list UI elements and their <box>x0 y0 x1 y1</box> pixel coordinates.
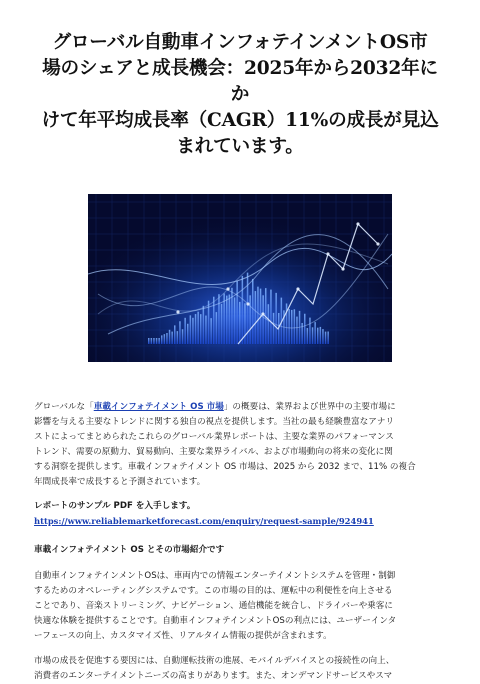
title-line-3: けて年平均成長率（CAGR）11%の成長が見込 <box>41 110 439 131</box>
intro-line: 年間成長率で成長すると予測されています。 <box>34 477 206 487</box>
intro-first-line <box>34 400 446 415</box>
section-heading: 車載インフォテイメント OS とその市場紹介です <box>34 545 225 555</box>
sample-request-url[interactable]: https://www.reliablemarketforecast.com/enquiry/request-sample/924941 <box>34 516 374 526</box>
hero-market-chart-image <box>88 194 392 362</box>
description-line: するためのオペレーティングシステムです。この市場の目的は、運転中の利便性を向上させる <box>34 586 393 596</box>
intro-prefix: グローバルな「 <box>34 402 94 412</box>
description-line: ーフェースの向上、カスタマイズ性、リアルタイム情報の提供が含まれます。 <box>34 631 332 641</box>
description-line: 自動車インフォテインメントOSは、車両内での情報エンターテイメントシステムを管理・制御 <box>34 571 396 581</box>
intro-suffix: 」の概要は、業界および世界中の主要市場に <box>223 402 396 412</box>
page-title <box>34 0 446 160</box>
growth-drivers-paragraph <box>34 654 446 684</box>
title-line-2: 場のシェアと成長機会：2025年から2032年にか <box>42 58 438 105</box>
description-line: 快適な体験を提供することです。自動車インフォテインメントOSの利点には、ユーザーインタ <box>34 616 397 626</box>
growth-line: 市場の成長を促進する要因には、自動運転技術の進展、モバイルデバイスとの接続性の向上、 <box>34 656 395 666</box>
title-line-4: まれています。 <box>176 136 304 157</box>
intro-line: トレンド、需要の原動力、貿易動向、主要な業界ライバル、および市場動向の将来の変化に関 <box>34 447 393 457</box>
growth-line: 消費者のエンターテイメントニーズの高まりがあります。また、オンデマンドサービスやスマ <box>34 671 393 681</box>
intro-line: 影響を与える主要なトレンドに関する独自の視点を提供します。当社の最も経験豊富なアナリ <box>34 417 395 427</box>
intro-line: ストによってまとめられたこれらのグローバル業界レポートは、主要な業界のパフォーマンス <box>34 432 394 442</box>
sample-pdf-label: レポートのサンプル PDF を入手します。 <box>34 501 196 511</box>
intro-paragraph <box>34 400 446 490</box>
market-report-link[interactable]: 車載インフォテイメント OS 市場 <box>93 402 224 412</box>
description-paragraph <box>34 569 446 644</box>
intro-line: する洞察を提供します。車載インフォテイメント OS 市場は、2025 から 2032 まで、11% の複合 <box>34 462 416 472</box>
description-line: ことであり、音楽ストリーミング、ナビゲーション、通信機能を統合し、ドライバーや乗客に <box>34 601 393 611</box>
title-line-1: グローバル自動車インフォテインメントOS市 <box>52 32 428 53</box>
